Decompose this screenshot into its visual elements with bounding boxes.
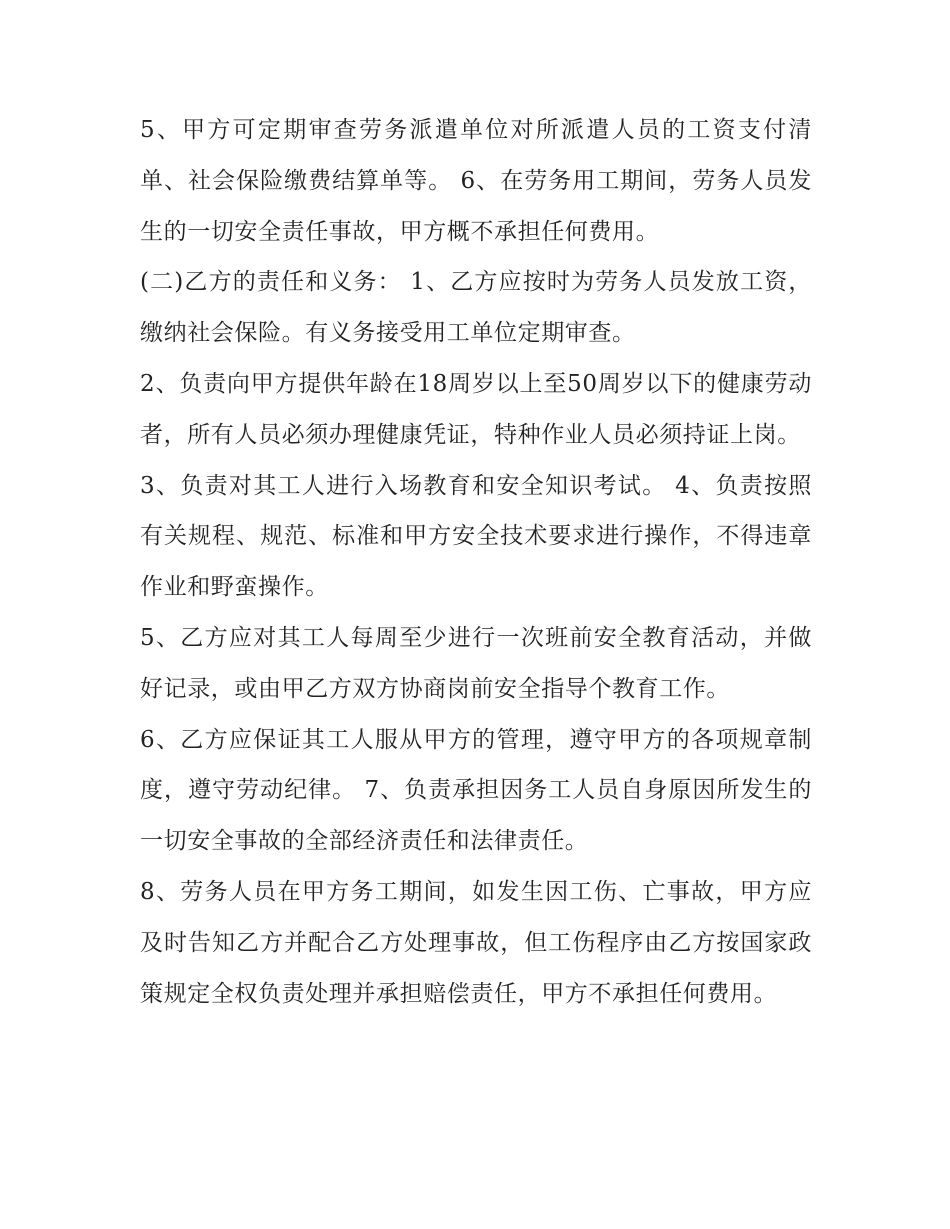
document-body: [140, 105, 812, 1019]
paragraph-safety-education: 3、负责对其工人进行入场教育和安全知识考试。 4、负责按照有关规程、规范、标准和甲方安全技术要求进行操作，不得违章作业和野蛮操作。: [140, 472, 812, 601]
paragraph-management-discipline: 6、乙方应保证其工人服从甲方的管理，遵守甲方的各项规章制度，遵守劳动纪律。 7、负责承担因务工人员自身原因所发生的一切安全事故的全部经济责任和法律责任。: [140, 726, 812, 855]
paragraph-weekly-training: 5、乙方应对其工人每周至少进行一次班前安全教育活动，并做好记录，或由甲乙方双方协商岗前安全指导个教育工作。: [140, 624, 812, 702]
paragraph-party-a-review: 5、甲方可定期审查劳务派遣单位对所派遣人员的工资支付清单、社会保险缴费结算单等。 6、在劳务用工期间，劳务人员发生的一切安全责任事故，甲方概不承担任何费用。: [140, 117, 812, 245]
paragraph-age-requirement: 2、负责向甲方提供年龄在18周岁以上至50周岁以下的健康劳动者，所有人员必须办理健康凭证，特种作业人员必须持证上岗。: [140, 370, 812, 448]
paragraph-party-b-heading: (二)乙方的责任和义务： 1、乙方应按时为劳务人员发放工资，缴纳社会保险。有义务接受用工单位定期审查。: [140, 269, 812, 347]
paragraph-injury-handling: 8、劳务人员在甲方务工期间，如发生因工伤、亡事故，甲方应及时告知乙方并配合乙方处理事故，但工伤程序由乙方按国家政策规定全权负责处理并承担赔偿责任，甲方不承担任何费用。: [140, 878, 812, 1007]
